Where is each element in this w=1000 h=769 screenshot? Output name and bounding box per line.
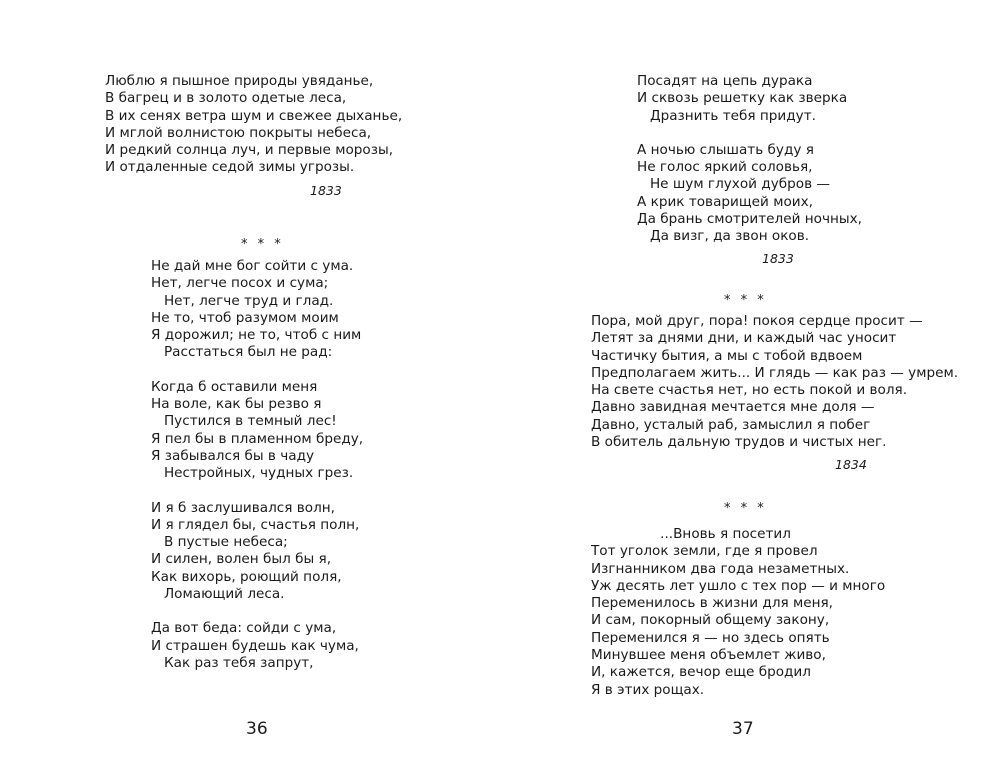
poem-line: А крик товарищей моих,	[637, 193, 813, 210]
poem-line: Я забывался бы в чаду	[151, 447, 315, 464]
poem-line: Летят за днями дни, и каждый час уносит	[591, 330, 897, 347]
stanza	[151, 620, 363, 672]
poem-line: Давно завидная мечтается мне доля —	[591, 399, 875, 416]
poem-line: Когда б оставили меня	[151, 378, 318, 395]
poem-line: ...Вновь я посетил	[591, 526, 791, 542]
poem-line: Я дорожил; не то, чтоб с ним	[151, 327, 362, 344]
stanza	[151, 500, 363, 604]
poem-line: Минувшее меня объемлет живо,	[591, 647, 826, 664]
poem-text	[591, 526, 885, 699]
poem-line: И я глядел бы, счастья полн,	[151, 516, 360, 533]
poem-line: И я б заслушивался волн,	[151, 499, 335, 516]
poem-line: И силен, волен был бы я,	[151, 551, 332, 568]
poem-line: Переменился я — но здесь опять	[591, 629, 830, 646]
poem-line: И страшен будешь как чума,	[151, 637, 359, 654]
poem-line: Я в этих рощах.	[591, 681, 705, 698]
poem-line: Люблю я пышное природы увяданье,	[105, 73, 374, 89]
poem-separator: * * *	[724, 501, 767, 516]
poem-line: Нет, легче труд и глад.	[151, 292, 334, 309]
poem-date: 1833	[310, 183, 342, 198]
poem-line: И отдаленные седой зимы угрозы.	[105, 159, 355, 176]
poem-line: И сам, покорный общему закону,	[591, 612, 830, 629]
poem-line: Да визг, да звон оков.	[637, 228, 810, 245]
poem-text	[151, 258, 363, 672]
poem-separator: * * *	[241, 237, 284, 252]
poem-line: В обитель дальную трудов и чистых нег.	[591, 434, 887, 451]
poem-line: Не то, чтоб разумом моим	[151, 309, 339, 326]
poem-line: И, кажется, вечор еще бродил	[591, 664, 811, 681]
stanza	[637, 73, 862, 125]
poem-line: Нет, легче посох и сума;	[151, 275, 329, 292]
poem-line: В их сенях ветра шум и свежее дыханье,	[105, 107, 403, 124]
poem-line: И редкий солнца луч, и первые морозы,	[105, 142, 394, 159]
poem-line: На свете счастья нет, но есть покой и воля.	[591, 382, 908, 399]
poem-end-text	[105, 73, 402, 177]
poem-line: Нестройных, чудных грез.	[151, 465, 354, 482]
poem-line: В багрец и в золото одетые леса,	[105, 90, 347, 107]
poem-line: Как раз тебя запрут,	[151, 654, 314, 671]
poem-line: На воле, как бы резво я	[151, 396, 322, 413]
poem-line: Как вихорь, роющий поля,	[151, 568, 342, 585]
poem-line: Да вот беда: сойди с ума,	[151, 620, 337, 637]
poem-line: В пустые небеса;	[151, 534, 288, 551]
poem-separator: * * *	[724, 293, 767, 308]
poem-text	[591, 313, 958, 451]
poem-line: Дразнить тебя придут.	[637, 107, 816, 124]
poem-line: Предполагаем жить... И глядь — как раз — умрем.	[591, 364, 959, 381]
poem-line: Пустился в темный лес!	[151, 413, 337, 430]
stanza	[151, 258, 363, 362]
poem-line: Ломающий леса.	[151, 586, 285, 603]
poem-line: Тот уголок земли, где я провел	[591, 543, 818, 560]
poem-line: Посадят на цепь дурака	[637, 73, 813, 89]
stanza	[151, 379, 363, 483]
page-number: 36	[246, 719, 268, 739]
poem-line: Да брань смотрителей ночных,	[637, 211, 862, 228]
poem-date: 1834	[835, 457, 867, 472]
poem-line: Пора, мой друг, пора! покоя сердце просит —	[591, 313, 923, 329]
poem-line: А ночью слышать буду я	[637, 141, 814, 158]
poem-line: Не голос яркий соловья,	[637, 159, 813, 176]
poem-line: Расстаться был не рад:	[151, 344, 333, 361]
poem-line: Давно, усталый раб, замыслил я побег	[591, 416, 871, 433]
poem-line: Уж десять лет ушло с тех пор — и много	[591, 577, 886, 594]
poem-line: Переменилось в жизни для меня,	[591, 595, 834, 612]
right-page	[500, 0, 1000, 769]
poem-continuation-text	[637, 73, 862, 246]
page-number: 37	[732, 719, 754, 739]
poem-line: Частичку бытия, а мы с тобой вдвоем	[591, 347, 863, 364]
poem-line: Не шум глухой дубров —	[637, 176, 831, 193]
poem-line: И мглой волнистою покрыты небеса,	[105, 124, 372, 141]
poem-line: Я пел бы в пламенном бреду,	[151, 430, 364, 447]
poem-line: Не дай мне бог сойти с ума.	[151, 258, 354, 274]
poem-line: И сквозь решетку как зверка	[637, 90, 848, 107]
stanza	[637, 142, 862, 246]
poem-line: Изгнанником два года незаметных.	[591, 560, 850, 577]
poem-date: 1833	[762, 251, 794, 266]
